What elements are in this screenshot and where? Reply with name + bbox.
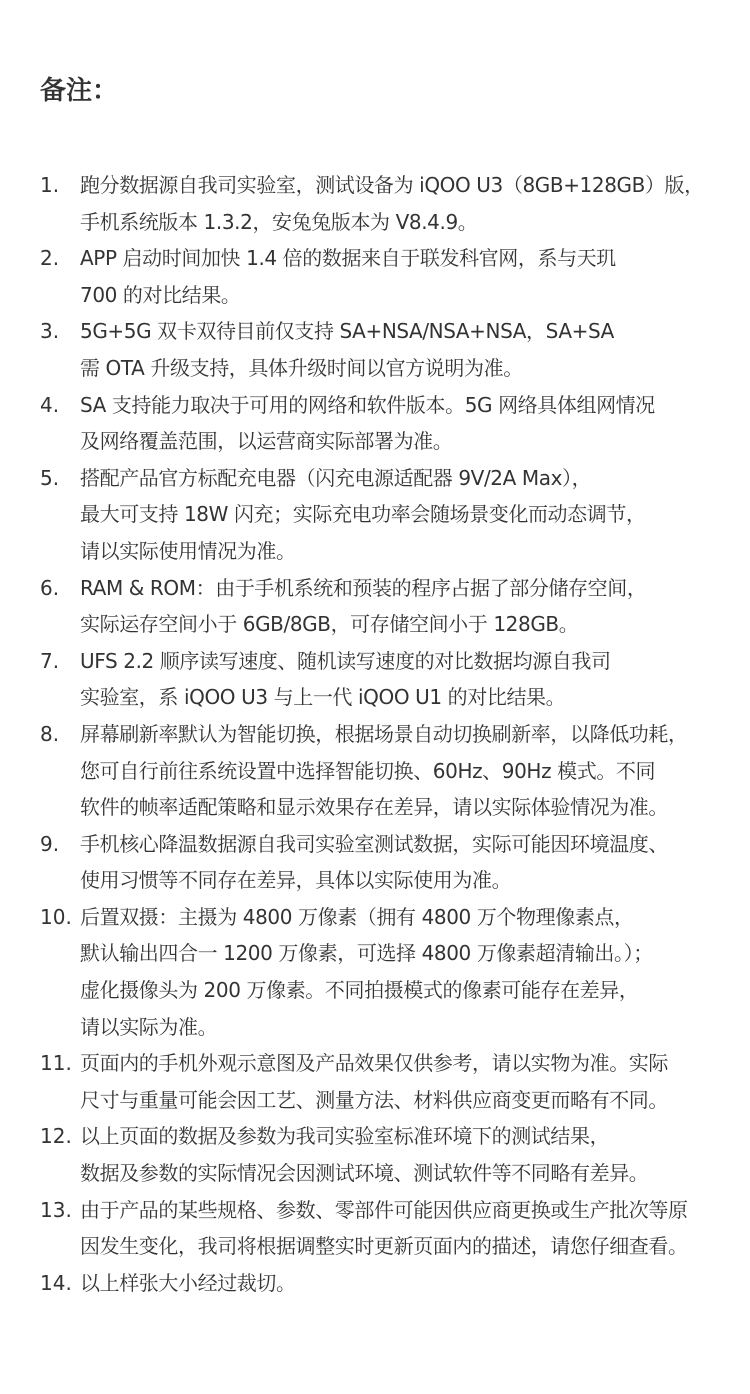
- note-number: 9.: [40, 831, 60, 856]
- note-number: 10.: [40, 904, 72, 929]
- note-number: 4.: [40, 392, 60, 417]
- note-text-line: 屏幕刷新率默认为智能切换，根据场景自动切换刷新率，以降低功耗，: [80, 721, 688, 746]
- note-number: 13.: [40, 1197, 72, 1222]
- note-item: [40, 1045, 716, 1118]
- note-text-line: 以上页面的数据及参数为我司实验室标准环境下的测试结果，: [80, 1124, 610, 1149]
- note-number: 8.: [40, 721, 60, 746]
- note-number: 14.: [40, 1270, 72, 1295]
- note-text-line: UFS 2.2 顺序读写速度、随机读写速度的对比数据均源自我司: [80, 648, 611, 673]
- note-item: [40, 313, 716, 386]
- note-text-line: 跑分数据源自我司实验室，测试设备为 iQOO U3（8GB+128GB）版，: [80, 173, 704, 197]
- note-text-line: 您可自行前往系统设置中选择智能切换、60Hz、90Hz 模式。不同: [80, 758, 656, 783]
- note-number: 3.: [40, 319, 60, 344]
- note-text-line: 手机核心降温数据源自我司实验室测试数据，实际可能因环境温度、: [80, 831, 668, 856]
- note-text-line: 因发生变化，我司将根据调整实时更新页面内的描述，请您仔细查看。: [80, 1234, 688, 1259]
- note-number: 7.: [40, 648, 60, 673]
- note-item: [40, 1265, 716, 1302]
- note-item: [40, 716, 716, 826]
- note-number: 6.: [40, 575, 60, 600]
- notes-title: 备注：: [40, 76, 119, 106]
- note-text-line: 以上样张大小经过裁切。: [80, 1270, 296, 1295]
- note-text-line: 手机系统版本 1.3.2，安兔兔版本为 V8.4.9。: [80, 209, 478, 234]
- note-text-line: 使用习惯等不同存在差异，具体以实际使用为准。: [80, 868, 512, 893]
- note-item: [40, 1118, 716, 1191]
- note-text-line: 虚化摄像头为 200 万像素。不同拍摄模式的像素可能存在差异，: [80, 978, 639, 1003]
- note-text-line: 及网络覆盖范围，以运营商实际部署为准。: [80, 429, 453, 454]
- note-number: 5.: [40, 465, 60, 490]
- note-text-line: RAM & ROM：由于手机系统和预装的程序占据了部分储存空间，: [80, 575, 647, 600]
- note-item: [40, 643, 716, 716]
- note-item: [40, 826, 716, 899]
- note-text-line: 请以实际为准。: [80, 1014, 218, 1039]
- note-number: 1.: [40, 173, 60, 197]
- note-text-line: SA 支持能力取决于可用的网络和软件版本。5G 网络具体组网情况: [80, 392, 655, 417]
- note-text-line: 由于产品的某些规格、参数、零部件可能因供应商更换或生产批次等原: [80, 1197, 688, 1222]
- note-item: [40, 387, 716, 460]
- note-item: [40, 167, 716, 240]
- note-text-line: 搭配产品官方标配充电器（闪充电源适配器 9V/2A Max），: [80, 465, 592, 490]
- note-text-line: 软件的帧率适配策略和显示效果存在差异，请以实际体验情况为准。: [80, 795, 668, 820]
- note-text-line: 需 OTA 升级支持，具体升级时间以官方说明为准。: [80, 355, 523, 380]
- note-text-line: 页面内的手机外观示意图及产品效果仅供参考，请以实物为准。实际: [80, 1051, 668, 1076]
- note-text-line: 700 的对比结果。: [80, 282, 241, 307]
- note-text-line: 实验室，系 iQOO U3 与上一代 iQOO U1 的对比结果。: [80, 685, 566, 710]
- note-text-line: 请以实际使用情况为准。: [80, 538, 296, 563]
- note-number: 12.: [40, 1124, 72, 1149]
- note-item: [40, 240, 716, 313]
- note-number: 2.: [40, 246, 60, 271]
- note-item: [40, 570, 716, 643]
- note-text-line: 后置双摄：主摄为 4800 万像素（拥有 4800 万个物理像素点，: [80, 904, 634, 929]
- note-number: 11.: [40, 1051, 72, 1076]
- note-item: [40, 460, 716, 570]
- note-item: [40, 1192, 716, 1265]
- note-text-line: 数据及参数的实际情况会因测试环境、测试软件等不同略有差异。: [80, 1161, 649, 1186]
- note-text-line: 最大可支持 18W 闪充；实际充电功率会随场景变化而动态调节，: [80, 502, 646, 527]
- note-text-line: APP 启动时间加快 1.4 倍的数据来自于联发科官网，系与天玑: [80, 246, 616, 271]
- notes-list: [40, 167, 716, 1301]
- note-item: [40, 899, 716, 1045]
- note-text-line: 实际运存空间小于 6GB/8GB，可存储空间小于 128GB。: [80, 612, 579, 637]
- note-text-line: 尺寸与重量可能会因工艺、测量方法、材料供应商变更而略有不同。: [80, 1087, 668, 1112]
- note-text-line: 5G+5G 双卡双待目前仅支持 SA+NSA/NSA+NSA，SA+SA: [80, 319, 614, 344]
- note-text-line: 默认输出四合一 1200 万像素，可选择 4800 万像素超清输出。）；: [80, 941, 653, 966]
